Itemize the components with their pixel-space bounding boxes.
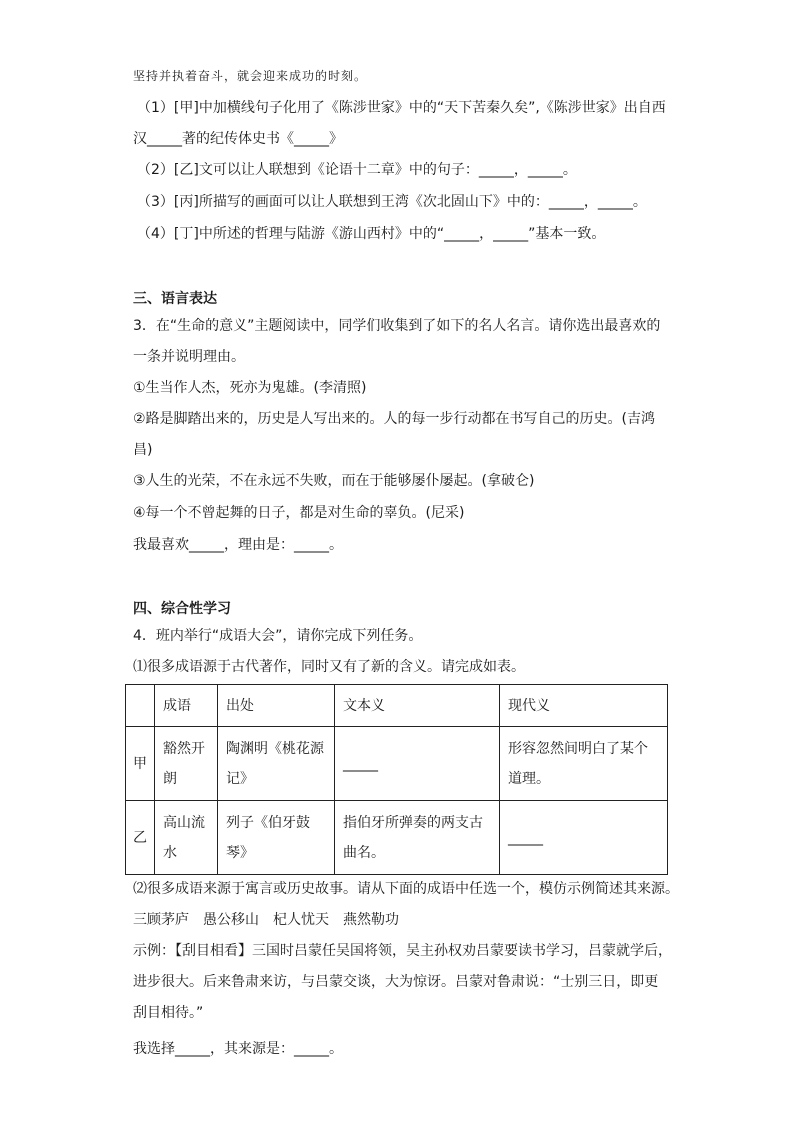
modern-meaning-cell — [500, 727, 668, 801]
row-label: 乙 — [126, 801, 155, 875]
cell-line: 陶渊明《桃花源 — [226, 740, 324, 757]
top-note: 坚持并执着奋斗，就会迎来成功的时刻。 — [133, 69, 368, 83]
table-header-cell — [126, 685, 155, 727]
answer-line: 我最喜欢_____，理由是：_____。 — [133, 537, 343, 553]
cell-line: 豁然开 — [163, 740, 205, 757]
answer-line: 我选择_____，其来源是：_____。 — [133, 1041, 343, 1057]
blank-line: _____ — [508, 829, 543, 846]
table-row — [126, 727, 668, 801]
text-meaning-cell — [335, 727, 500, 801]
task-text: ⑴很多成语源于古代著作，同时又有了新的含义。请完成如表。 — [133, 659, 525, 675]
example-text: 刮目相待。” — [133, 1005, 204, 1021]
question-line: （3）[丙]所描写的画面可以让人联想到王湾《次北固山下》中的：_____，_____。 — [137, 194, 647, 210]
source-cell — [218, 727, 335, 801]
row-label: 甲 — [126, 727, 155, 801]
blank-line: _____ — [343, 755, 378, 772]
quote-item: ③人生的光荣，不在永远不失败，而在于能够屡仆屡起。(拿破仑) — [133, 473, 535, 489]
cell-line: 水 — [163, 844, 177, 861]
idiom-table — [125, 684, 668, 875]
source-cell — [218, 801, 335, 875]
cell-line: 高山流 — [163, 814, 205, 831]
question-text: 3．在“生命的意义”主题阅读中，同学们收集到了如下的名人名言。请你选出最喜欢的 — [133, 318, 661, 334]
question-line: （4）[丁]中所述的哲理与陆游《游山西村》中的“_____，_____”基本一致。 — [137, 226, 606, 242]
task-text: ⑵很多成语来源于寓言或历史故事。请从下面的成语中任选一个，模仿示例简述其来源。 — [133, 881, 679, 897]
section-heading-language: 三、语言表达 — [133, 291, 217, 307]
quote-item: ②路是脚踏出来的，历史是人写出来的。人的每一步行动都在书写自己的历史。(吉鸿 — [133, 411, 656, 427]
cell-line: 列子《伯牙鼓琴》 — [226, 814, 310, 861]
table-header-cell: 文本义 — [335, 685, 500, 727]
question-text: 4．班内举行“成语大会”，请你完成下列任务。 — [133, 628, 423, 644]
modern-meaning-cell — [500, 801, 668, 875]
cell-line: 朗 — [163, 770, 177, 787]
quote-item: ④每一个不曾起舞的日子，都是对生命的辜负。(尼采) — [133, 505, 465, 521]
table-row — [126, 801, 668, 875]
example-text: 进步很大。后来鲁肃来访，与吕蒙交谈，大为惊讶。吕蒙对鲁肃说：“士别三日，即更 — [133, 974, 659, 990]
idiom-options: 三顾茅庐 愚公移山 杞人忧天 燕然勒功 — [133, 912, 399, 928]
table-header-cell: 成语 — [155, 685, 218, 727]
question-line: （2）[乙]文可以让人联想到《论语十二章》中的句子：_____，_____。 — [137, 162, 577, 178]
text-meaning-cell — [335, 801, 500, 875]
example-text: 示例：【刮目相看】三国时吕蒙任吴国将领，吴主孙权劝吕蒙要读书学习，吕蒙就学后， — [133, 943, 672, 959]
question-text: 一条并说明理由。 — [133, 349, 245, 365]
quote-item: 昌) — [133, 442, 153, 458]
question-line: （1）[甲]中加横线句子化用了《陈涉世家》中的“天下苦秦久矣”,《陈涉世家》出自西 — [137, 100, 666, 116]
question-line: 汉_____著的纪传体史书《_____》 — [133, 131, 343, 147]
cell-line: 曲名。 — [343, 844, 385, 861]
cell-line: 记》 — [226, 770, 254, 787]
quote-item: ①生当作人杰，死亦为鬼雄。(李清照) — [133, 380, 367, 396]
table-header-row — [126, 685, 668, 727]
idiom-cell — [155, 801, 218, 875]
idiom-cell — [155, 727, 218, 801]
cell-line: 形容忽然间明白了某个 — [508, 740, 648, 757]
table-header-cell: 出处 — [218, 685, 335, 727]
cell-line: 指伯牙所弹奏的两支古 — [343, 814, 483, 831]
section-heading-comprehensive: 四、综合性学习 — [133, 601, 231, 617]
cell-line: 道理。 — [508, 770, 550, 787]
table-header-cell: 现代义 — [500, 685, 668, 727]
